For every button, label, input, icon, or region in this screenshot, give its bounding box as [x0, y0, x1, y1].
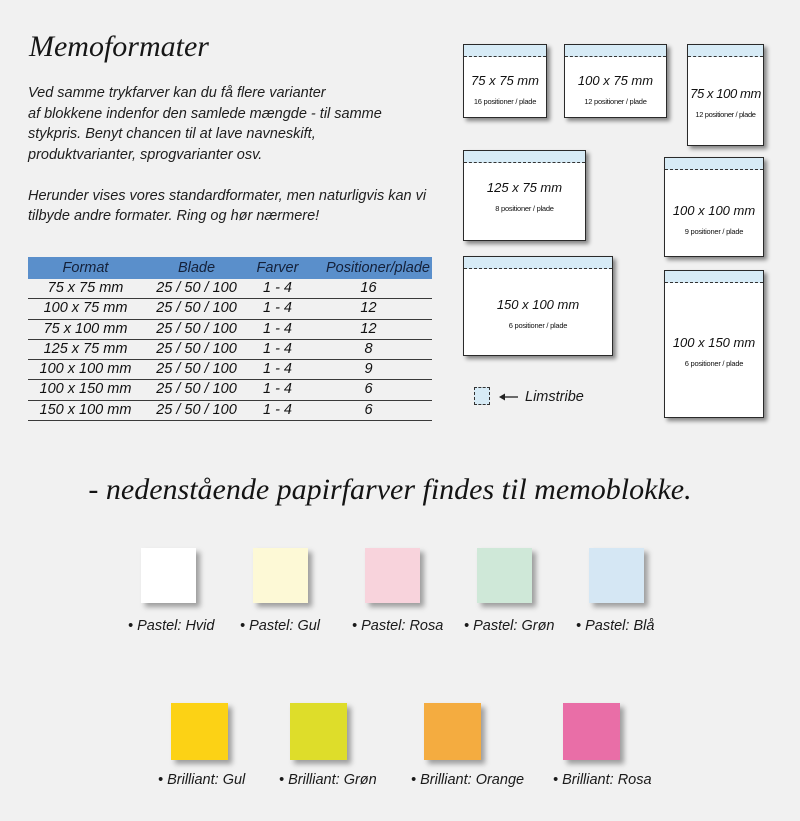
pad-info	[464, 73, 546, 107]
color-swatch	[141, 548, 196, 603]
glue-strip	[665, 271, 763, 283]
intro-line: af blokkene indenfor den samlede mængde - til samme	[28, 105, 382, 122]
page-title: Memoformater	[29, 30, 209, 63]
cell-positioner: 6	[364, 381, 373, 398]
memo-pad-125x75	[463, 150, 586, 241]
color-swatch	[290, 703, 347, 760]
color-swatch	[253, 548, 308, 603]
intro-paragraph-2	[28, 186, 426, 227]
pad-positions-label: 9 positioner / plade	[684, 227, 744, 236]
cell-format: 75 x 100 mm	[43, 320, 128, 337]
pad-positions-label: 6 positioner / plade	[684, 359, 744, 368]
table-row	[28, 340, 432, 360]
arrow-left-icon	[498, 390, 520, 402]
color-swatch	[477, 548, 532, 603]
pad-size-label: 75 x 100 mm	[690, 86, 761, 101]
cell-format: 75 x 75 mm	[47, 280, 124, 296]
pad-positions-label: 6 positioner / plade	[508, 321, 568, 330]
cell-farver: 1 - 4	[262, 401, 292, 418]
cell-positioner: 12	[360, 320, 377, 337]
pad-positions-label: 12 positioner / plade	[584, 97, 647, 106]
color-swatch	[589, 548, 644, 603]
swatch-label: • Pastel: Gul	[240, 618, 321, 634]
table-row	[28, 360, 432, 380]
pad-info	[464, 180, 585, 214]
color-swatch	[424, 703, 481, 760]
cell-positioner: 8	[364, 340, 373, 357]
swatch-label: • Brilliant: Gul	[158, 772, 246, 788]
cell-farver: 1 - 4	[262, 361, 292, 378]
cell-blade: 25 / 50 / 100	[156, 280, 237, 296]
memo-pad-75x100	[687, 44, 764, 146]
swatch-label: • Brilliant: Orange	[411, 772, 525, 788]
column-header-positioner: Positioner/plade	[326, 260, 430, 276]
intro-paragraph-1	[28, 83, 426, 165]
memo-pad-100x100	[664, 157, 764, 257]
cell-blade: 25 / 50 / 100	[156, 381, 237, 398]
color-swatch	[563, 703, 620, 760]
swatch-label: • Pastel: Grøn	[464, 618, 555, 634]
cell-farver: 1 - 4	[262, 381, 292, 398]
memo-pad-150x100	[463, 256, 613, 356]
pad-info	[665, 335, 763, 369]
glue-strip-sample	[474, 387, 490, 405]
cell-blade: 25 / 50 / 100	[156, 361, 237, 378]
table-row	[28, 299, 432, 319]
pad-size-label: 100 x 100 mm	[672, 203, 756, 218]
glue-strip	[565, 45, 666, 57]
memo-pad-100x150	[664, 270, 764, 418]
intro-line: Herunder vises vores standardformater, men naturligvis kan vi	[28, 187, 427, 204]
glue-strip	[464, 257, 612, 269]
column-header-format: Format	[62, 260, 109, 276]
cell-positioner: 12	[360, 300, 377, 317]
intro-line: produktvarianter, sprogvarianter osv.	[28, 146, 263, 163]
pad-info	[688, 86, 763, 120]
cell-format: 100 x 100 mm	[39, 361, 132, 378]
cell-positioner: 9	[364, 361, 373, 378]
color-swatch	[171, 703, 228, 760]
cell-farver: 1 - 4	[262, 300, 292, 317]
cell-blade: 25 / 50 / 100	[156, 300, 237, 317]
cell-farver: 1 - 4	[262, 280, 292, 296]
column-header-blade: Blade	[177, 260, 216, 276]
intro-text	[28, 83, 426, 227]
intro-line: stykpris. Benyt chancen til at lave navneskift,	[28, 126, 316, 142]
pad-size-label: 100 x 150 mm	[672, 335, 756, 350]
table-row	[28, 279, 432, 299]
cell-farver: 1 - 4	[262, 340, 292, 357]
intro-line: Ved samme trykfarver kan du få flere varianter	[28, 85, 326, 101]
glue-strip	[464, 151, 585, 163]
format-table	[28, 257, 432, 421]
pad-info	[665, 203, 763, 237]
legend-label: Limstribe	[525, 389, 584, 405]
pad-info	[464, 297, 612, 331]
swatch-label: • Brilliant: Grøn	[279, 772, 377, 788]
cell-format: 100 x 75 mm	[43, 300, 128, 317]
column-header-farver: Farver	[256, 260, 299, 276]
table-row	[28, 320, 432, 340]
pad-positions-label: 16 positioner / plade	[473, 97, 537, 106]
pad-size-label: 100 x 75 mm	[577, 73, 654, 88]
swatch-label: • Pastel: Blå	[576, 618, 655, 634]
cell-format: 150 x 100 mm	[39, 401, 132, 418]
swatch-label: • Pastel: Rosa	[352, 618, 444, 634]
pad-positions-label: 12 positioner / plade	[695, 110, 756, 119]
pad-size-label: 150 x 100 mm	[496, 297, 580, 312]
table-header	[28, 257, 432, 279]
glue-strip	[665, 158, 763, 170]
glue-strip	[464, 45, 546, 57]
color-swatch	[365, 548, 420, 603]
cell-positioner: 6	[364, 401, 373, 418]
memo-pad-75x75	[463, 44, 547, 118]
pad-info	[565, 73, 666, 107]
intro-line: tilbyde andre formater. Ring og hør nærmere!	[28, 208, 320, 224]
cell-format: 125 x 75 mm	[43, 340, 128, 357]
memo-pad-100x75	[564, 44, 667, 118]
pad-size-label: 75 x 75 mm	[471, 73, 539, 88]
cell-farver: 1 - 4	[262, 320, 292, 337]
swatch-label: • Pastel: Hvid	[128, 618, 215, 634]
cell-blade: 25 / 50 / 100	[156, 401, 237, 418]
glue-strip	[688, 45, 763, 57]
table-row	[28, 401, 432, 421]
swatch-label: • Brilliant: Rosa	[553, 772, 652, 788]
paper-colors-heading: - nedenstående papirfarver findes til memoblokke.	[88, 473, 692, 506]
pad-positions-label: 8 positioner / plade	[495, 204, 554, 213]
table-row	[28, 380, 432, 400]
cell-positioner: 16	[360, 280, 377, 296]
pad-size-label: 125 x 75 mm	[486, 180, 563, 195]
cell-blade: 25 / 50 / 100	[156, 320, 237, 337]
cell-format: 100 x 150 mm	[39, 381, 132, 398]
cell-blade: 25 / 50 / 100	[156, 340, 237, 357]
